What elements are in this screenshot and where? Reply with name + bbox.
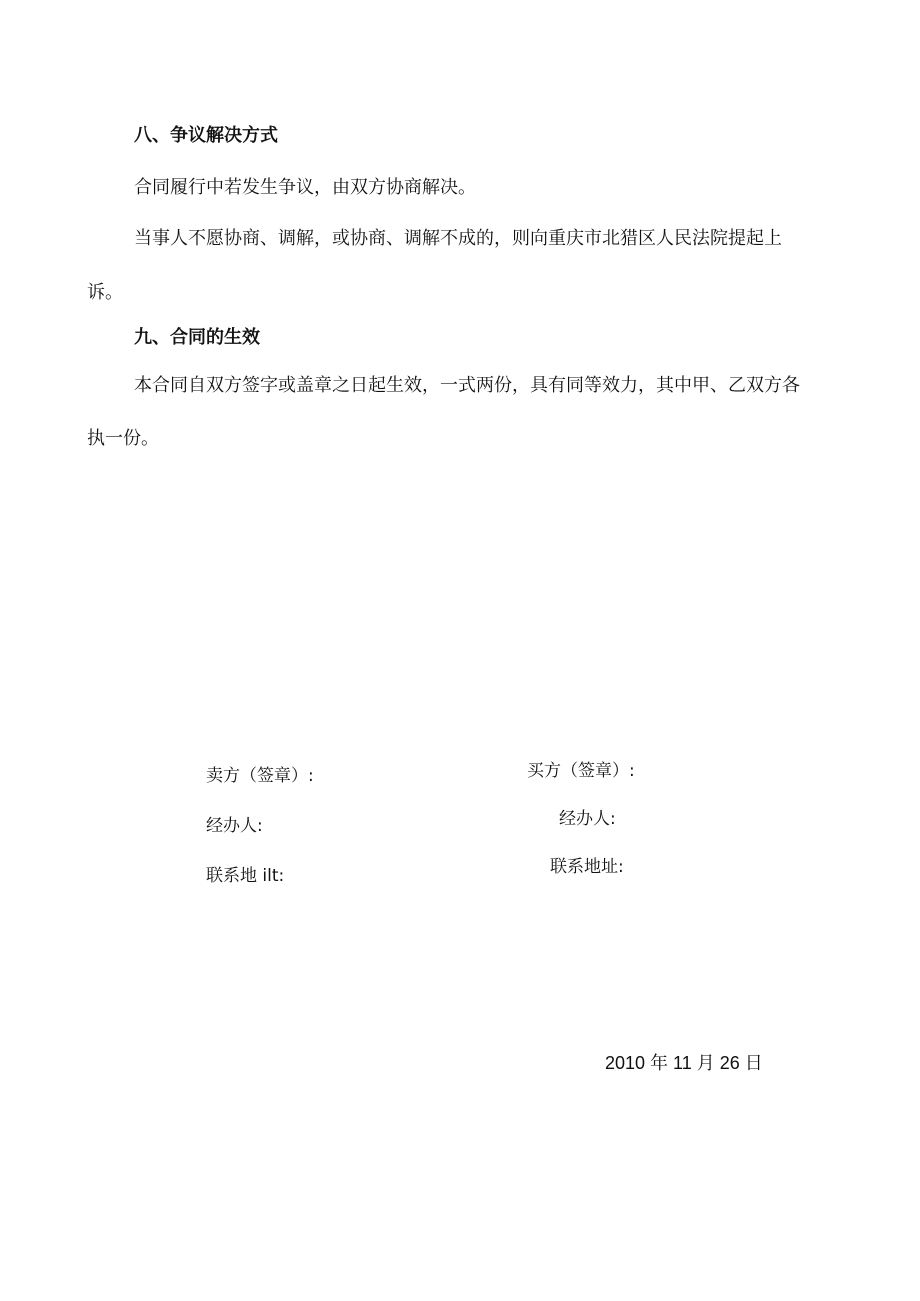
buyer-agent-label: 经办人: [559, 809, 616, 829]
section-9-paragraph-line-2: 执一份。 [87, 428, 159, 449]
buyer-address-label: 联系地址: [550, 857, 624, 877]
section-8-paragraph-2-line-2: 诉。 [87, 282, 123, 303]
section-9-paragraph-line-1: 本合同自双方签字或盖章之日起生效，一式两份，具有同等效力，其中甲、乙双方各 [134, 375, 800, 396]
seller-address-label: 联系地 ilt: [206, 866, 285, 886]
contract-date: 2010 年 11 月 26 日 [605, 1053, 763, 1073]
buyer-seal-label: 买方（签章）: [527, 761, 635, 781]
section-8-paragraph-2-line-1: 当事人不愿协商、调解，或协商、调解不成的，则向重庆市北猎区人民法院提起上 [134, 228, 782, 249]
section-8-paragraph-1: 合同履行中若发生争议，由双方协商解决。 [134, 177, 476, 198]
seller-agent-label: 经办人: [206, 816, 263, 836]
seller-seal-label: 卖方（签章）: [206, 766, 314, 786]
section-8-heading: 八、争议解决方式 [134, 125, 278, 146]
section-9-heading: 九、合同的生效 [134, 327, 260, 348]
